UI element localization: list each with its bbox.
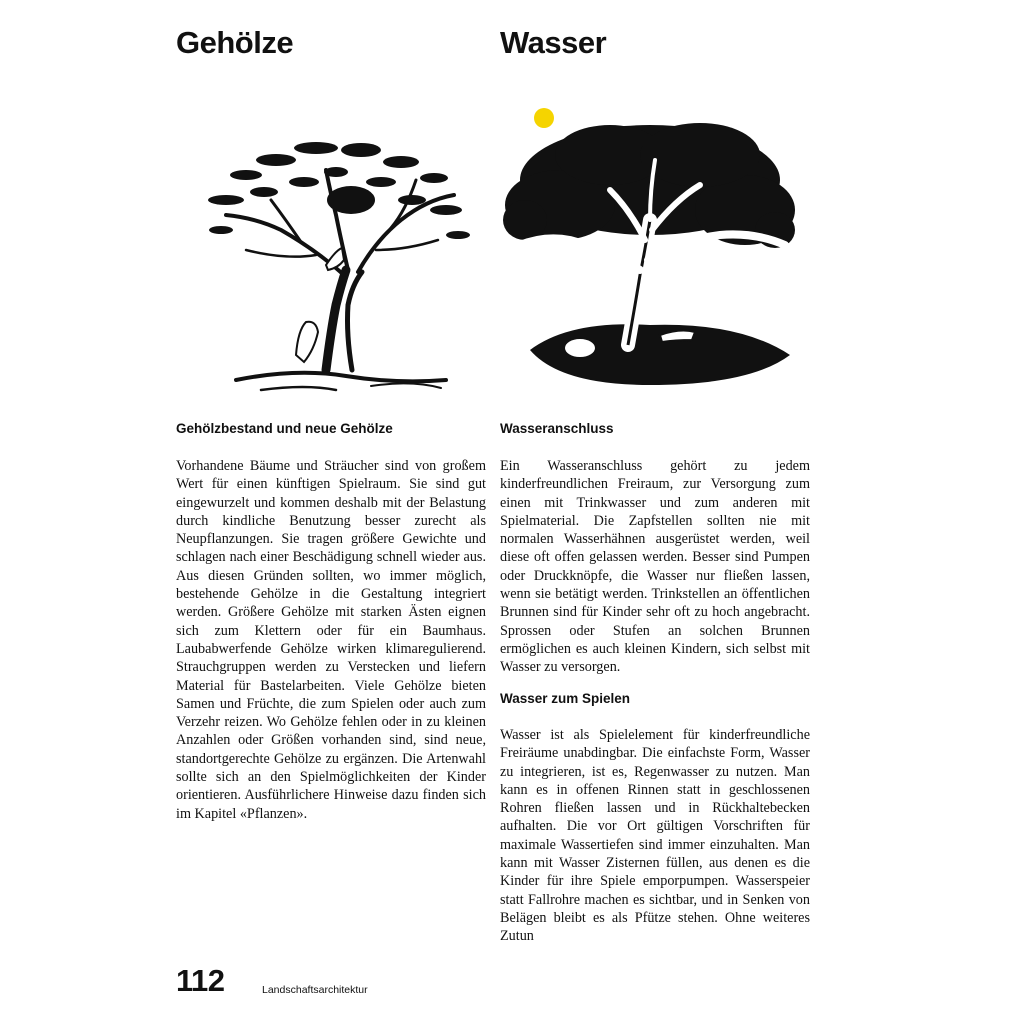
tree-shade-with-sun-icon bbox=[500, 100, 810, 400]
tree-sketch-icon bbox=[176, 100, 486, 400]
running-footer-section: Landschaftsarchitektur bbox=[262, 984, 368, 996]
sun-icon bbox=[534, 108, 554, 128]
subheading-wasser-zum-spielen: Wasser zum Spielen bbox=[500, 691, 631, 706]
chapter-title-gehoelze: Gehölze bbox=[176, 25, 294, 60]
page-number: 112 bbox=[176, 963, 225, 998]
subheading-wasseranschluss: Wasseranschluss bbox=[500, 421, 614, 436]
chapter-title-wasser: Wasser bbox=[500, 25, 607, 60]
body-text-wasseranschluss: Ein Wasseranschluss gehört zu jedem kinderfreundlichen Freiraum, zur Versorgung zum einen mit Trinkwasser und zum anderen mit Spielmaterial. Die Zapfstellen sollten nie mit normalen Wasserhähnen ausgerüstet werden, weil diese oft offen gelassen werden. Besser sind Pumpen oder Druckknöpfe, die Wasser nur fließen lassen, wenn sie betätigt werden. Trinkstellen an öffentlichen Brunnen sind für Kinder sehr oft zu hoch angebracht. Sprossen oder Stufen an solchen Brunnen ermöglichen es auch kleinen Kindern, sich selbst mit Wasser zu versorgen. bbox=[500, 458, 810, 676]
subheading-gehoelzbestand: Gehölzbestand und neue Gehölze bbox=[176, 421, 393, 436]
body-text-gehoelze: Vorhandene Bäume und Sträucher sind von großem Wert für einen künftigen Spielraum. Sie sind gut eingewurzelt und kommen deshalb mit der Belastung durch kindliche Benutzung besser zurecht als Neupflanzungen. Sie tragen größere Gewichte und schlagen nach einer Beschädigung schnell wieder aus. Aus diesen Gründen sollten, wo immer möglich, bestehende Gehölze in die Gestaltung integriert werden. Größere Gehölze mit starken Ästen eignen sich zum Klettern oder für ein Baumhaus. Laubabwerfende Gehölze wirken klimaregulierend. Strauchgruppen werden zu Verstecken und liefern Material für Bastelarbeiten. Viele Gehölze bieten Samen und Früchte, die zum Spielen oder auch zum Verzehr reizen. Wo Gehölze fehlen oder in zu kleinen Anzahlen oder Größen vorhanden sind, sind neue, standortgerechte Gehölze zu ergänzen. Die Artenwahl sollte sich an den Spielmöglichkeiten der Kinder orientieren. Ausführlichere Hinweise dazu finden sich im Kapitel «Pflanzen». bbox=[176, 458, 486, 822]
body-text-wasser-zum-spielen: Wasser ist als Spielelement für kinderfreundliche Freiräume unabdingbar. Die einfachste Form, Wasser zu integrieren, ist es, Regenwasser zu nutzen. Man kann es in offenen Rinnen statt in geschlossenen Rohren fließen lassen und in Rückhaltebecken aufhalten. Die vor Ort gültigen Vorschriften für maximale Wassertiefen sind immer einzuhalten. Man kann mit Wasser Zisternen füllen, aus denen es die Kinder für ihre Spiele emporpumpen. Wasserspeier statt Fallrohre machen es sichtbar, und in Senken von Belägen bleibt es als Pfütze stehen. Ohne weiteres Zutun bbox=[500, 727, 810, 945]
